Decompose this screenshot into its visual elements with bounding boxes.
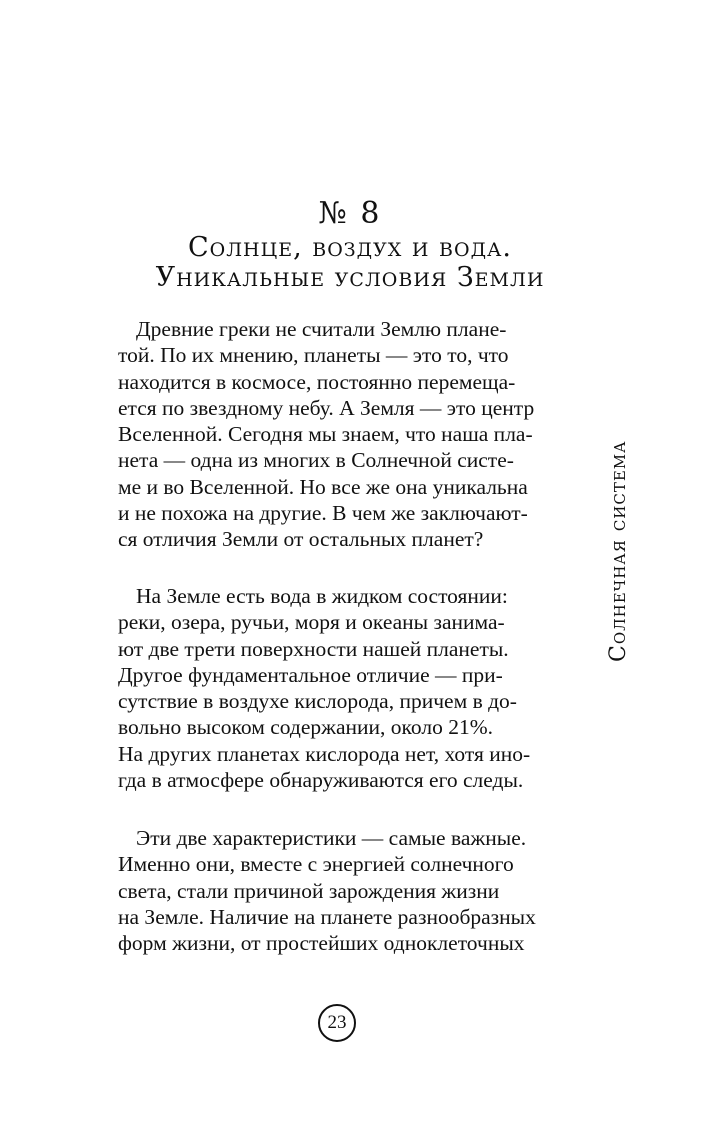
chapter-title-line-1: Солнце, воздух и вода. xyxy=(187,232,513,263)
text-line: находится в космосе, постоянно перемеща- xyxy=(118,369,516,394)
text-line: ют две трети поверхности нашей планеты. xyxy=(118,636,509,661)
text-line: реки, озера, ручьи, моря и океаны занима- xyxy=(118,610,505,635)
paragraph-1 xyxy=(118,316,564,553)
text-line: На Земле есть вода в жидком состоянии: xyxy=(136,584,508,608)
text-line: На других планетах кислорода нет, хотя ино- xyxy=(118,741,531,766)
text-line: Именно они, вместе с энергией солнечного xyxy=(118,852,514,877)
text-line: света, стали причиной зарождения жизни xyxy=(118,878,500,903)
chapter-number: № 8 xyxy=(318,196,382,231)
text-line: Эти две характеристики — самые важные. xyxy=(136,826,527,850)
text-line: вольно высоком содержании, около 21%. xyxy=(118,715,493,740)
section-side-label: Солнечная система xyxy=(606,440,631,662)
text-line: ется по звездному небу. А Земля — это центр xyxy=(118,395,535,420)
text-line: Вселенной. Сегодня мы знаем, что наша пла- xyxy=(118,422,533,447)
text-line: и не похожа на другие. В чем же заключают- xyxy=(118,501,528,526)
text-line: форм жизни, от простейших одноклеточных xyxy=(118,931,525,956)
text-line: на Земле. Наличие на планете разнообразных xyxy=(118,904,536,929)
text-line: Другое фундаментальное отличие — при- xyxy=(118,662,503,687)
text-line: сутствие в воздухе кислорода, причем в до- xyxy=(118,689,517,714)
text-line: ся отличия Земли от остальных планет? xyxy=(118,527,484,552)
text-line: той. По их мнению, планеты — это то, что xyxy=(118,343,509,368)
paragraph-2 xyxy=(118,583,564,793)
text-line: нета — одна из многих в Солнечной систе- xyxy=(118,448,514,473)
chapter-title-line-2: Уникальные условия Земли xyxy=(155,262,545,293)
text-line: ме и во Вселенной. Но все же она уникальна xyxy=(118,474,528,499)
page-number: 23 xyxy=(318,1004,356,1042)
text-line: гда в атмосфере обнаруживаются его следы. xyxy=(118,768,524,793)
paragraph-3 xyxy=(118,825,564,956)
text-line: Древние греки не считали Землю плане- xyxy=(136,317,507,341)
